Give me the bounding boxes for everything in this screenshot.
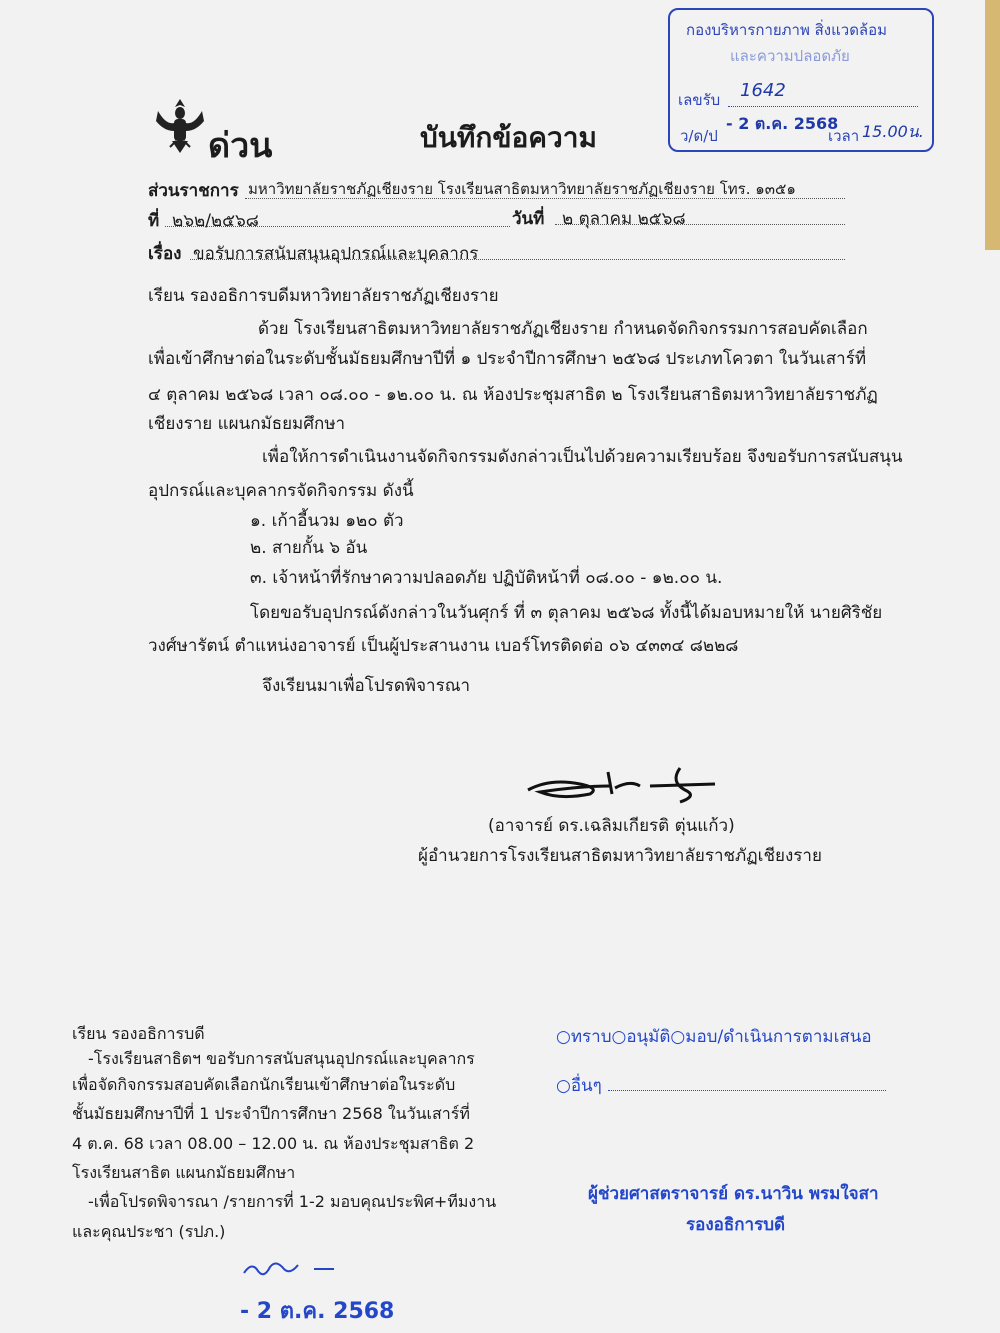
list-item: ๑. เก้าอี้นวม ๑๒๐ ตัว — [250, 511, 404, 531]
date-label: วันที่ — [512, 209, 545, 229]
paragraph-1-line-2: เพื่อเข้าศึกษาต่อในระดับชั้นมัธยมศึกษาปีที่ ๑ ประจำปีการศึกษา ๒๕๖๘ ประเภทโควตา ในวันเสาร์ที่ — [148, 349, 867, 369]
urgent-label: ด่วน — [208, 126, 273, 166]
subject-label: เรื่อง — [148, 244, 182, 264]
decision-other: ○อื่นๆ — [556, 1076, 602, 1096]
director-name: (อาจารย์ ดร.เฉลิมเกียรติ ตุ่นแก้ว) — [488, 816, 735, 836]
note-line-7: -เพื่อโปรดพิจารณา /รายการที่ 1-2 มอบคุณประพิศ+ทีมงาน — [88, 1192, 497, 1211]
paragraph-1-line-4: เชียงราย แผนกมัธยมศึกษา — [148, 414, 346, 434]
signer-position: รองอธิการบดี — [686, 1215, 786, 1235]
note-initials — [240, 1255, 340, 1281]
stamp-office-line1: กองบริหารกายภาพ สิ่งแวดล้อม — [686, 21, 888, 39]
department-value: มหาวิทยาลัยราชภัฏเชียงราย โรงเรียนสาธิตมหาวิทยาลัยราชภัฏเชียงราย โทร. ๑๓๕๑ — [248, 180, 796, 198]
stamp-time-value: 15.00น. — [862, 122, 924, 141]
stamp-date-value: - 2 ต.ค. 2568 — [726, 114, 839, 133]
subject-value: ขอรับการสนับสนุนอุปกรณ์และบุคลากร — [193, 244, 479, 264]
director-signature — [520, 760, 720, 805]
ref-value: ๒๖๒/๒๕๖๘ — [172, 211, 259, 231]
memo-title: บันทึกข้อความ — [420, 121, 597, 154]
paragraph-3-line-1: โดยขอรับอุปกรณ์ดังกล่าวในวันศุกร์ ที่ ๓ ตุลาคม ๒๕๖๘ ทั้งนี้ได้มอบหมายให้ นายศิริชัย — [250, 603, 883, 623]
stamp-time-label: เวลา — [828, 127, 860, 145]
folder-edge — [985, 0, 1000, 250]
list-item: ๓. เจ้าหน้าที่รักษาความปลอดภัย ปฏิบัติหน้าที่ ๐๘.๐๐ - ๑๒.๐๐ น. — [250, 568, 723, 588]
signer-name: ผู้ช่วยศาสตราจารย์ ดร.นาวิน พรมใจสา — [588, 1184, 879, 1204]
note-line-5: 4 ต.ค. 68 เวลา 08.00 – 12.00 น. ณ ห้องประชุมสาธิต 2 — [72, 1134, 475, 1153]
note-line-6: โรงเรียนสาธิต แผนกมัธยมศึกษา — [72, 1163, 296, 1182]
closing-line: จึงเรียนมาเพื่อโปรดพิจารณา — [262, 676, 471, 696]
paragraph-1-line-3: ๔ ตุลาคม ๒๕๖๘ เวลา ๐๘.๐๐ - ๑๒.๐๐ น. ณ ห้องประชุมสาธิต ๒ โรงเรียนสาธิตมหาวิทยาลัยราชภัฏ — [148, 385, 878, 405]
date-value: ๒ ตุลาคม ๒๕๖๘ — [562, 209, 686, 229]
stamp-number-line — [728, 106, 918, 107]
department-label: ส่วนราชการ — [148, 181, 239, 201]
department-dotline — [245, 198, 845, 199]
stamp-number-label: เลขรับ — [678, 91, 721, 109]
decision-options: ○ทราบ○อนุมัติ○มอบ/ดำเนินการตามเสนอ — [556, 1027, 872, 1047]
note-line-2: -โรงเรียนสาธิตฯ ขอรับการสนับสนุนอุปกรณ์และบุคลากร — [88, 1049, 475, 1068]
paragraph-3-line-2: วงศ์ษารัตน์ ตำแหน่งอาจารย์ เป็นผู้ประสานงาน เบอร์โทรติดต่อ ๐๖ ๔๓๓๔ ๘๒๒๘ — [148, 636, 739, 656]
note-line-8: และคุณประชา (รปภ.) — [72, 1222, 226, 1241]
stamp-office-line2: และความปลอดภัย — [730, 47, 850, 65]
ref-dotline — [165, 226, 510, 227]
garuda-emblem-icon — [150, 95, 210, 155]
paragraph-2-line-1: เพื่อให้การดำเนินงานจัดกิจกรรมดังกล่าวเป็นไปด้วยความเรียบร้อย จึงขอรับการสนับสนุน — [262, 447, 903, 467]
paragraph-2-line-2: อุปกรณ์และบุคลากรจัดกิจกรรม ดังนี้ — [148, 481, 414, 501]
decision-other-dotline — [608, 1090, 886, 1091]
stamp-number-value: 1642 — [740, 80, 786, 101]
list-item: ๒. สายกั้น ๖ อัน — [250, 538, 368, 558]
director-position: ผู้อำนวยการโรงเรียนสาธิตมหาวิทยาลัยราชภัฏเชียงราย — [418, 846, 822, 866]
note-line-4: ชั้นมัธยมศึกษาปีที่ 1 ประจำปีการศึกษา 2568 ในวันเสาร์ที่ — [72, 1104, 470, 1123]
stamp-date-label: ว/ด/ป — [680, 127, 718, 145]
note-date-stamp: - 2 ต.ค. 2568 — [240, 1299, 395, 1324]
note-line-1: เรียน รองอธิการบดี — [72, 1024, 205, 1043]
receipt-stamp — [668, 8, 934, 152]
ref-label: ที่ — [148, 211, 160, 231]
note-line-3: เพื่อจัดกิจกรรมสอบคัดเลือกนักเรียนเข้าศึกษาต่อในระดับ — [72, 1075, 456, 1094]
paragraph-1-line-1: ด้วย โรงเรียนสาธิตมหาวิทยาลัยราชภัฏเชียงราย กำหนดจัดกิจกรรมการสอบคัดเลือก — [258, 319, 868, 339]
salutation: เรียน รองอธิการบดีมหาวิทยาลัยราชภัฏเชียงราย — [148, 286, 499, 306]
date-dotline — [555, 224, 845, 225]
subject-dotline — [190, 259, 845, 260]
